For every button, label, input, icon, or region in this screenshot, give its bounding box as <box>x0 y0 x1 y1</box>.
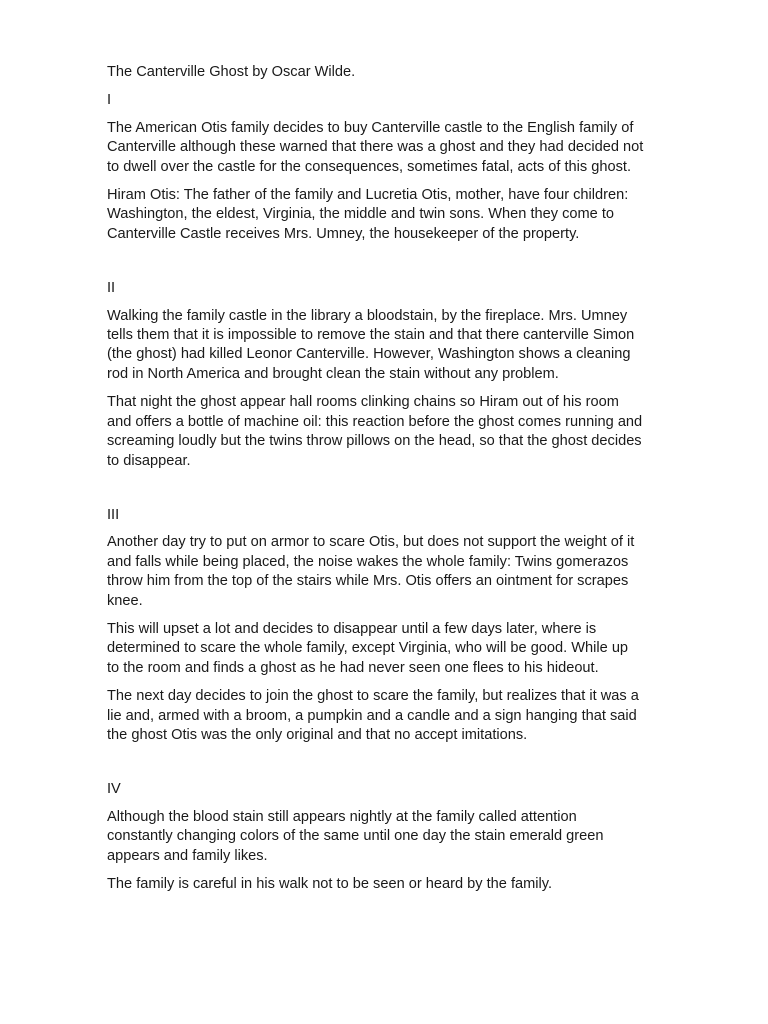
section-heading-3: III <box>107 506 120 523</box>
section-1-paragraph-2: Hiram Otis: The father of the family and Lucretia Otis, mother, have four children: Washington, the eldest, Virginia, the middle and twin sons. When they come to Canterville Castle receives Mrs. Umney, the housekeeper of the property. <box>107 187 629 242</box>
section-4-paragraph-1: Although the blood stain still appears nightly at the family called attention constantly changing colors of the same until one day the stain emerald green appears and family likes. <box>107 808 604 864</box>
document-title: The Canterville Ghost by Oscar Wilde. <box>107 64 356 80</box>
section-3-paragraph-2: This will upset a lot and decides to disappear until a few days later, where is determined to scare the whole family, except Virginia, who will be good. While up to the room and finds a ghost as he had never seen one flees to his hideout. <box>107 620 629 676</box>
document-body <box>107 63 667 903</box>
section-4-paragraph-2: The family is careful in his walk not to be seen or heard by the family. <box>107 876 553 892</box>
section-2-paragraph-1: Walking the family castle in the library a bloodstain, by the fireplace. Mrs. Umney tells them that it is impossible to remove the stain and that there canterville Simon (the ghost) had killed Leonor Canterville. However, Washington shows a cleaning rod in North America and brought clean the stain without any problem. <box>107 307 635 382</box>
section-3-paragraph-3: The next day decides to join the ghost to scare the family, but realizes that it was a lie and, armed with a broom, a pumpkin and a candle and a sign hanging that said the ghost Otis was the only original and that no accept imitations. <box>107 688 639 743</box>
section-1-paragraph-1: The American Otis family decides to buy Canterville castle to the English family of Canterville although these warned that there was a ghost and they had decided not to dwell over the castle for the consequences, sometimes fatal, acts of this ghost. <box>107 119 644 175</box>
section-heading-1: I <box>107 92 112 109</box>
section-heading-2: II <box>107 280 116 297</box>
section-2-paragraph-2: That night the ghost appear hall rooms clinking chains so Hiram out of his room and offers a bottle of machine oil: this reaction before the ghost comes running and screaming loudly but the twins throw pillows on the head, so that the ghost decides to disappear. <box>107 394 643 469</box>
section-3-paragraph-1: Another day try to put on armor to scare Otis, but does not support the weight of it and falls while being placed, the noise wakes the whole family: Twins gomerazos throw him from the top of the stairs while Mrs. Otis offers an ointment for scrapes knee. <box>107 534 635 609</box>
section-heading-4: IV <box>107 781 121 798</box>
